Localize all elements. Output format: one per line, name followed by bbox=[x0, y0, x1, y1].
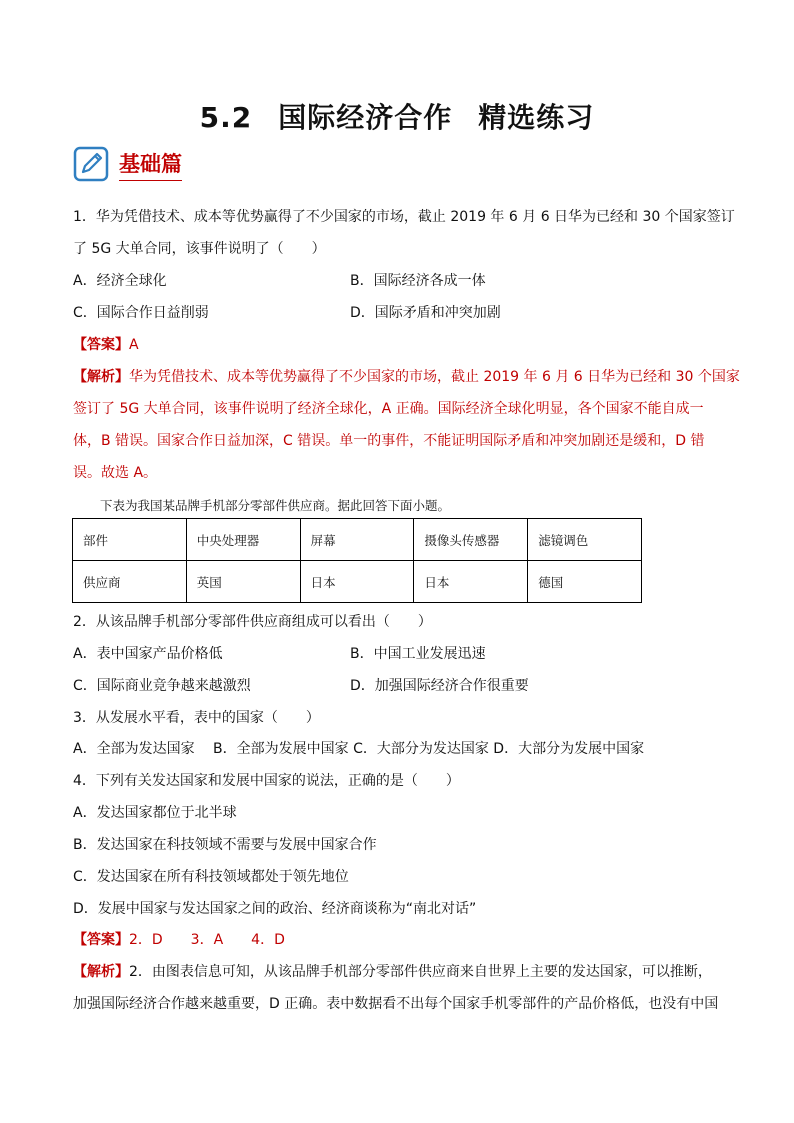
q2-option-b: B．中国工业发展迅速 bbox=[350, 646, 486, 662]
ans2-analysis-line2: 加强国际经济合作越来越重要，D 正确。表中数据看不出每个国家手机零部件的产品价格低，也没有中国 bbox=[73, 996, 719, 1012]
ans2-analysis-line1 bbox=[73, 962, 723, 982]
q1-option-a: A．经济全球化 bbox=[73, 273, 167, 289]
table-cell: 日本 bbox=[414, 561, 528, 603]
q1-analysis-line4: 误。故选 A。 bbox=[73, 465, 158, 481]
q1-stem-line1: 1．华为凭借技术、成本等优势赢得了不少国家的市场，截止 2019 年 6 月 6 日华为已经和 30 个国家签订 bbox=[73, 209, 735, 225]
ans2-answer bbox=[73, 930, 723, 950]
title-number: 5.2 bbox=[199, 101, 253, 134]
answer-tag: 【答案】 bbox=[73, 337, 129, 353]
page-title bbox=[0, 96, 794, 136]
analysis-tag: 【解析】 bbox=[73, 964, 129, 980]
table-row bbox=[73, 519, 642, 561]
q2-option-c: C．国际商业竞争越来越激烈 bbox=[73, 678, 251, 694]
table-cell: 滤镜调色 bbox=[528, 519, 642, 561]
title-text: 国际经济合作 bbox=[278, 101, 453, 134]
section-label: 基础篇 bbox=[119, 148, 182, 181]
q4-option-b: B．发达国家在科技领域不需要与发展中国家合作 bbox=[73, 837, 377, 853]
q4-option-d: D．发展中国家与发达国家之间的政治、经济商谈称为“南北对话” bbox=[73, 901, 477, 917]
q2-stem: 2．从该品牌手机部分零部件供应商组成可以看出（ ） bbox=[73, 614, 432, 630]
q1-analysis-line1 bbox=[73, 367, 740, 387]
analysis-text: 2．由图表信息可知，从该品牌手机部分零部件供应商来自世界上主要的发达国家，可以推断， bbox=[129, 964, 712, 980]
q3-stem: 3．从发展水平看，表中的国家（ ） bbox=[73, 710, 320, 726]
q4-option-c: C．发达国家在所有科技领域都处于领先地位 bbox=[73, 869, 349, 885]
pencil-note-icon bbox=[73, 146, 109, 182]
supplier-table bbox=[72, 518, 642, 603]
table-cell: 日本 bbox=[300, 561, 414, 603]
table-row bbox=[73, 561, 642, 603]
analysis-tag: 【解析】 bbox=[73, 369, 129, 385]
q4-stem: 4．下列有关发达国家和发展中国家的说法，正确的是（ ） bbox=[73, 773, 460, 789]
title-subtitle: 精选练习 bbox=[478, 101, 595, 134]
answer-value: 2．D 3．A 4．D bbox=[129, 932, 285, 948]
q4-option-a: A．发达国家都位于北半球 bbox=[73, 805, 237, 821]
q1-analysis-line2: 签订了 5G 大单合同，该事件说明了经济全球化，A 正确。国际经济全球化明显，各个国家不能自成一 bbox=[73, 401, 704, 417]
table-cell: 德国 bbox=[528, 561, 642, 603]
table-cell: 英国 bbox=[186, 561, 300, 603]
q1-answer bbox=[73, 335, 723, 355]
q2-option-d: D．加强国际经济合作很重要 bbox=[350, 678, 529, 694]
section-header bbox=[73, 144, 182, 184]
q1-stem-line2: 了 5G 大单合同，该事件说明了（ ） bbox=[73, 241, 326, 257]
answer-value: A bbox=[129, 337, 139, 353]
q1-option-d: D．国际矛盾和冲突加剧 bbox=[350, 305, 501, 321]
table-cell: 中央处理器 bbox=[186, 519, 300, 561]
table-cell: 部件 bbox=[73, 519, 187, 561]
analysis-text: 华为凭借技术、成本等优势赢得了不少国家的市场，截止 2019 年 6 月 6 日华为已经和 30 个国家 bbox=[129, 369, 740, 385]
q3-options: A．全部为发达国家 B．全部为发展中国家 C．大部分为发达国家 D．大部分为发展中国家 bbox=[73, 741, 645, 757]
table-cell: 摄像头传感器 bbox=[414, 519, 528, 561]
table-intro: 下表为我国某品牌手机部分零部件供应商。据此回答下面小题。 bbox=[100, 498, 451, 513]
table-cell: 供应商 bbox=[73, 561, 187, 603]
table-cell: 屏幕 bbox=[300, 519, 414, 561]
q1-option-b: B．国际经济各成一体 bbox=[350, 273, 486, 289]
q2-option-a: A．表中国家产品价格低 bbox=[73, 646, 223, 662]
q1-option-c: C．国际合作日益削弱 bbox=[73, 305, 209, 321]
q1-analysis-line3: 体，B 错误。国家合作日益加深，C 错误。单一的事件，不能证明国际矛盾和冲突加剧还是缓和，D 错 bbox=[73, 433, 705, 449]
answer-tag: 【答案】 bbox=[73, 932, 129, 948]
